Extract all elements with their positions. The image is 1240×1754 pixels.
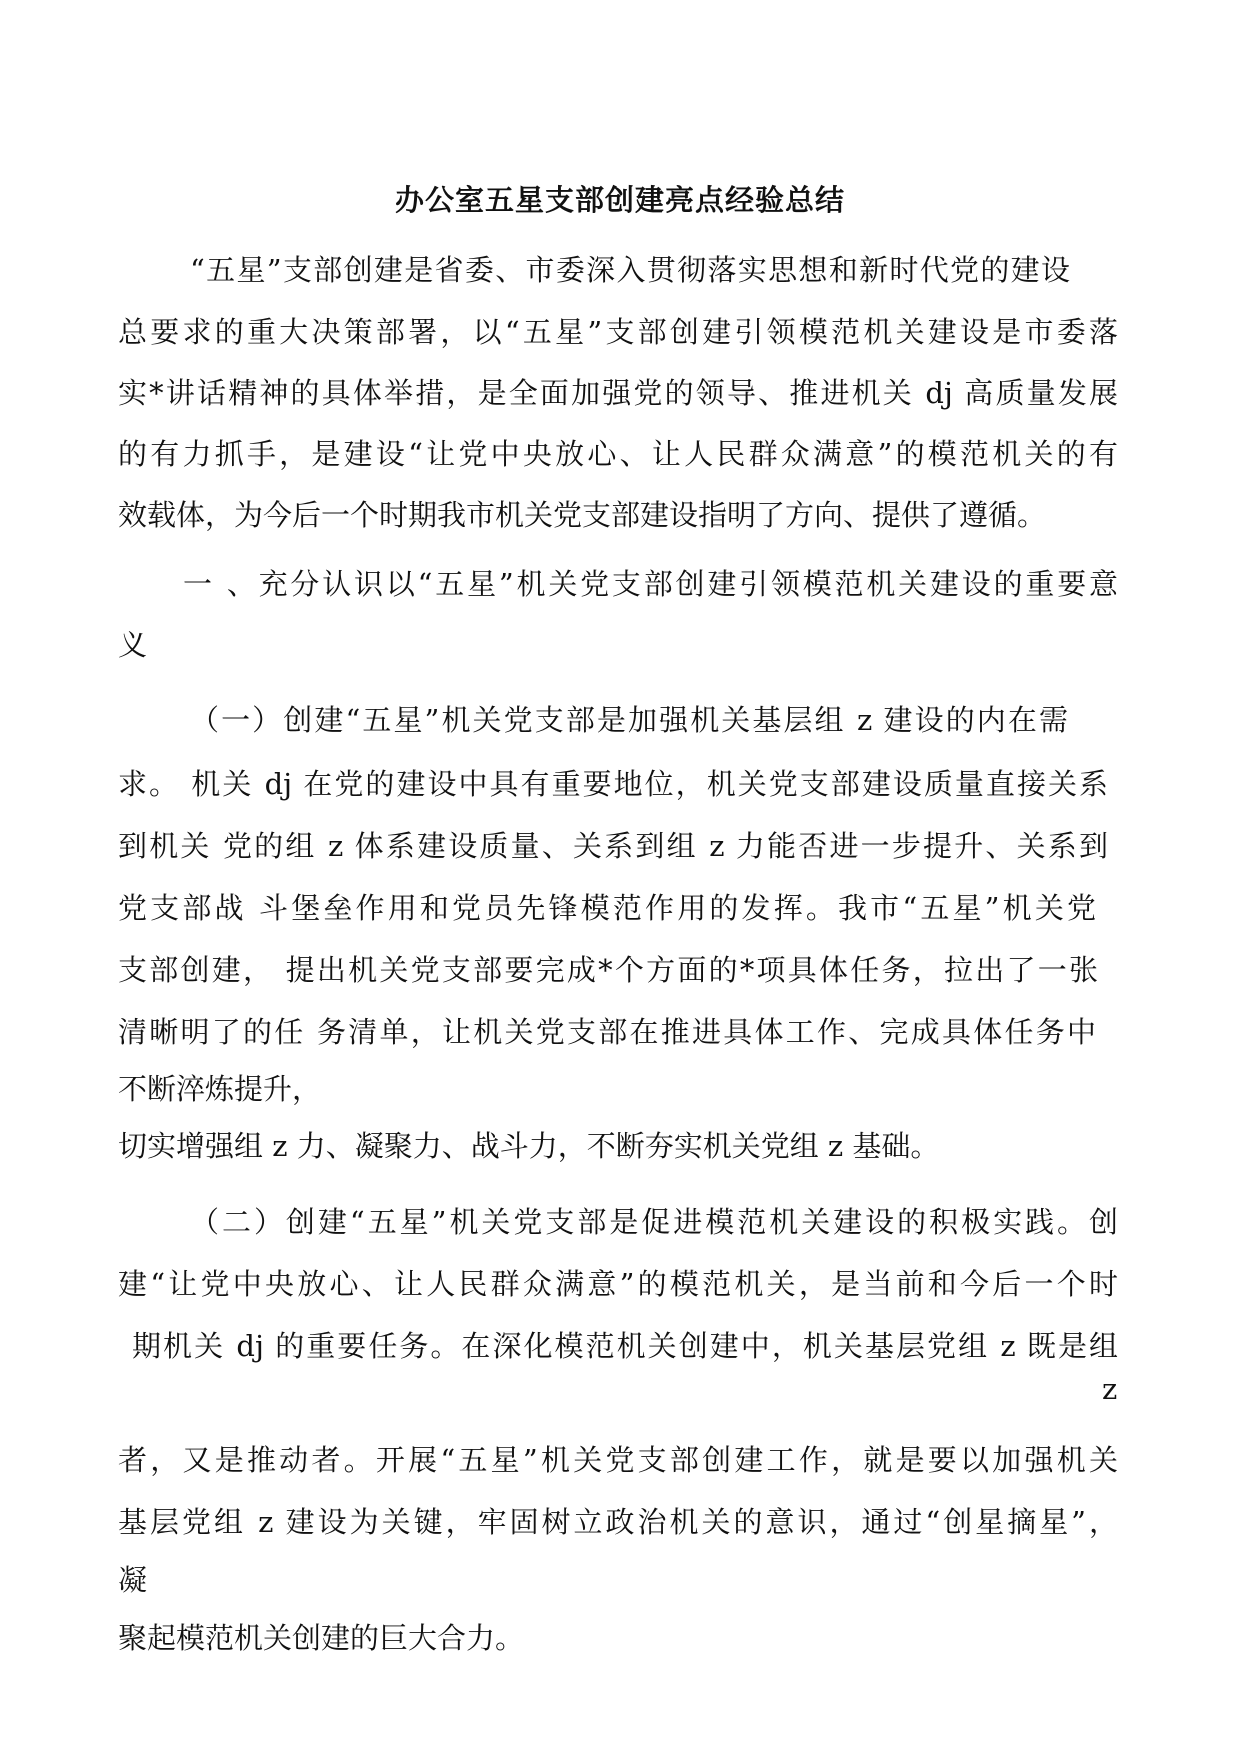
paragraph-line: 到机关 党的组 z 体系建设质量、关系到组 z 力能否进一步提升、关系到	[118, 829, 1108, 863]
paragraph-line: z	[1102, 1372, 1118, 1406]
paragraph-line: 期机关 dj 的重要任务。在深化模范机关创建中，机关基层党组 z 既是组	[132, 1329, 1118, 1363]
intro-line: “五星”支部创建是省委、市委深入贯彻落实思想和新时代党的建设	[190, 253, 1070, 287]
paragraph-line: 者，又是推动者。开展“五星”机关党支部创建工作，就是要以加强机关	[118, 1443, 1118, 1477]
paragraph-line: 不断淬炼提升，	[118, 1072, 322, 1106]
paragraph-line: 求。 机关 dj 在党的建设中具有重要地位，机关党支部建设质量直接关系	[118, 767, 1108, 801]
paragraph-line: 支部创建， 提出机关党支部要完成*个方面的*项具体任务，拉出了一张	[118, 953, 1098, 987]
paragraph-line: 基层党组 z 建设为关键，牢固树立政治机关的意识，通过“创星摘星”，	[118, 1505, 1118, 1539]
document-title: 办公室五星支部创建亮点经验总结	[394, 183, 845, 217]
paragraph-line: 建“让党中央放心、让人民群众满意”的模范机关，是当前和今后一个时	[118, 1267, 1118, 1301]
paragraph-line: 聚起模范机关创建的巨大合力。	[118, 1621, 525, 1655]
section-heading: 一 、充分认识以“五星”机关党支部创建引领模范机关建设的重要意	[183, 567, 1118, 601]
intro-line: 总要求的重大决策部署，以“五星”支部创建引领模范机关建设是市委落	[118, 315, 1118, 349]
paragraph-line: 切实增强组 z 力、凝聚力、战斗力，不断夯实机关党组 z 基础。	[118, 1129, 940, 1163]
intro-line: 的有力抓手，是建设“让党中央放心、让人民群众满意”的模范机关的有	[118, 437, 1118, 471]
paragraph-line: 党支部战 斗堡垒作用和党员先锋模范作用的发挥。我市“五星”机关党	[118, 891, 1096, 925]
paragraph-line: 清晰明了的任 务清单，让机关党支部在推进具体工作、完成具体任务中	[118, 1015, 1096, 1049]
paragraph-line: 凝	[118, 1563, 148, 1597]
section-heading: 义	[118, 628, 148, 662]
intro-line: 效载体，为今后一个时期我市机关党支部建设指明了方向、提供了遵循。	[118, 498, 1047, 532]
intro-line: 实*讲话精神的具体举措，是全面加强党的领导、推进机关 dj 高质量发展	[118, 376, 1118, 410]
paragraph-line: （二）创建“五星”机关党支部是促进模范机关建设的积极实践。创	[190, 1205, 1118, 1239]
paragraph-line: （一）创建“五星”机关党支部是加强机关基层组 z 建设的内在需	[190, 703, 1068, 737]
